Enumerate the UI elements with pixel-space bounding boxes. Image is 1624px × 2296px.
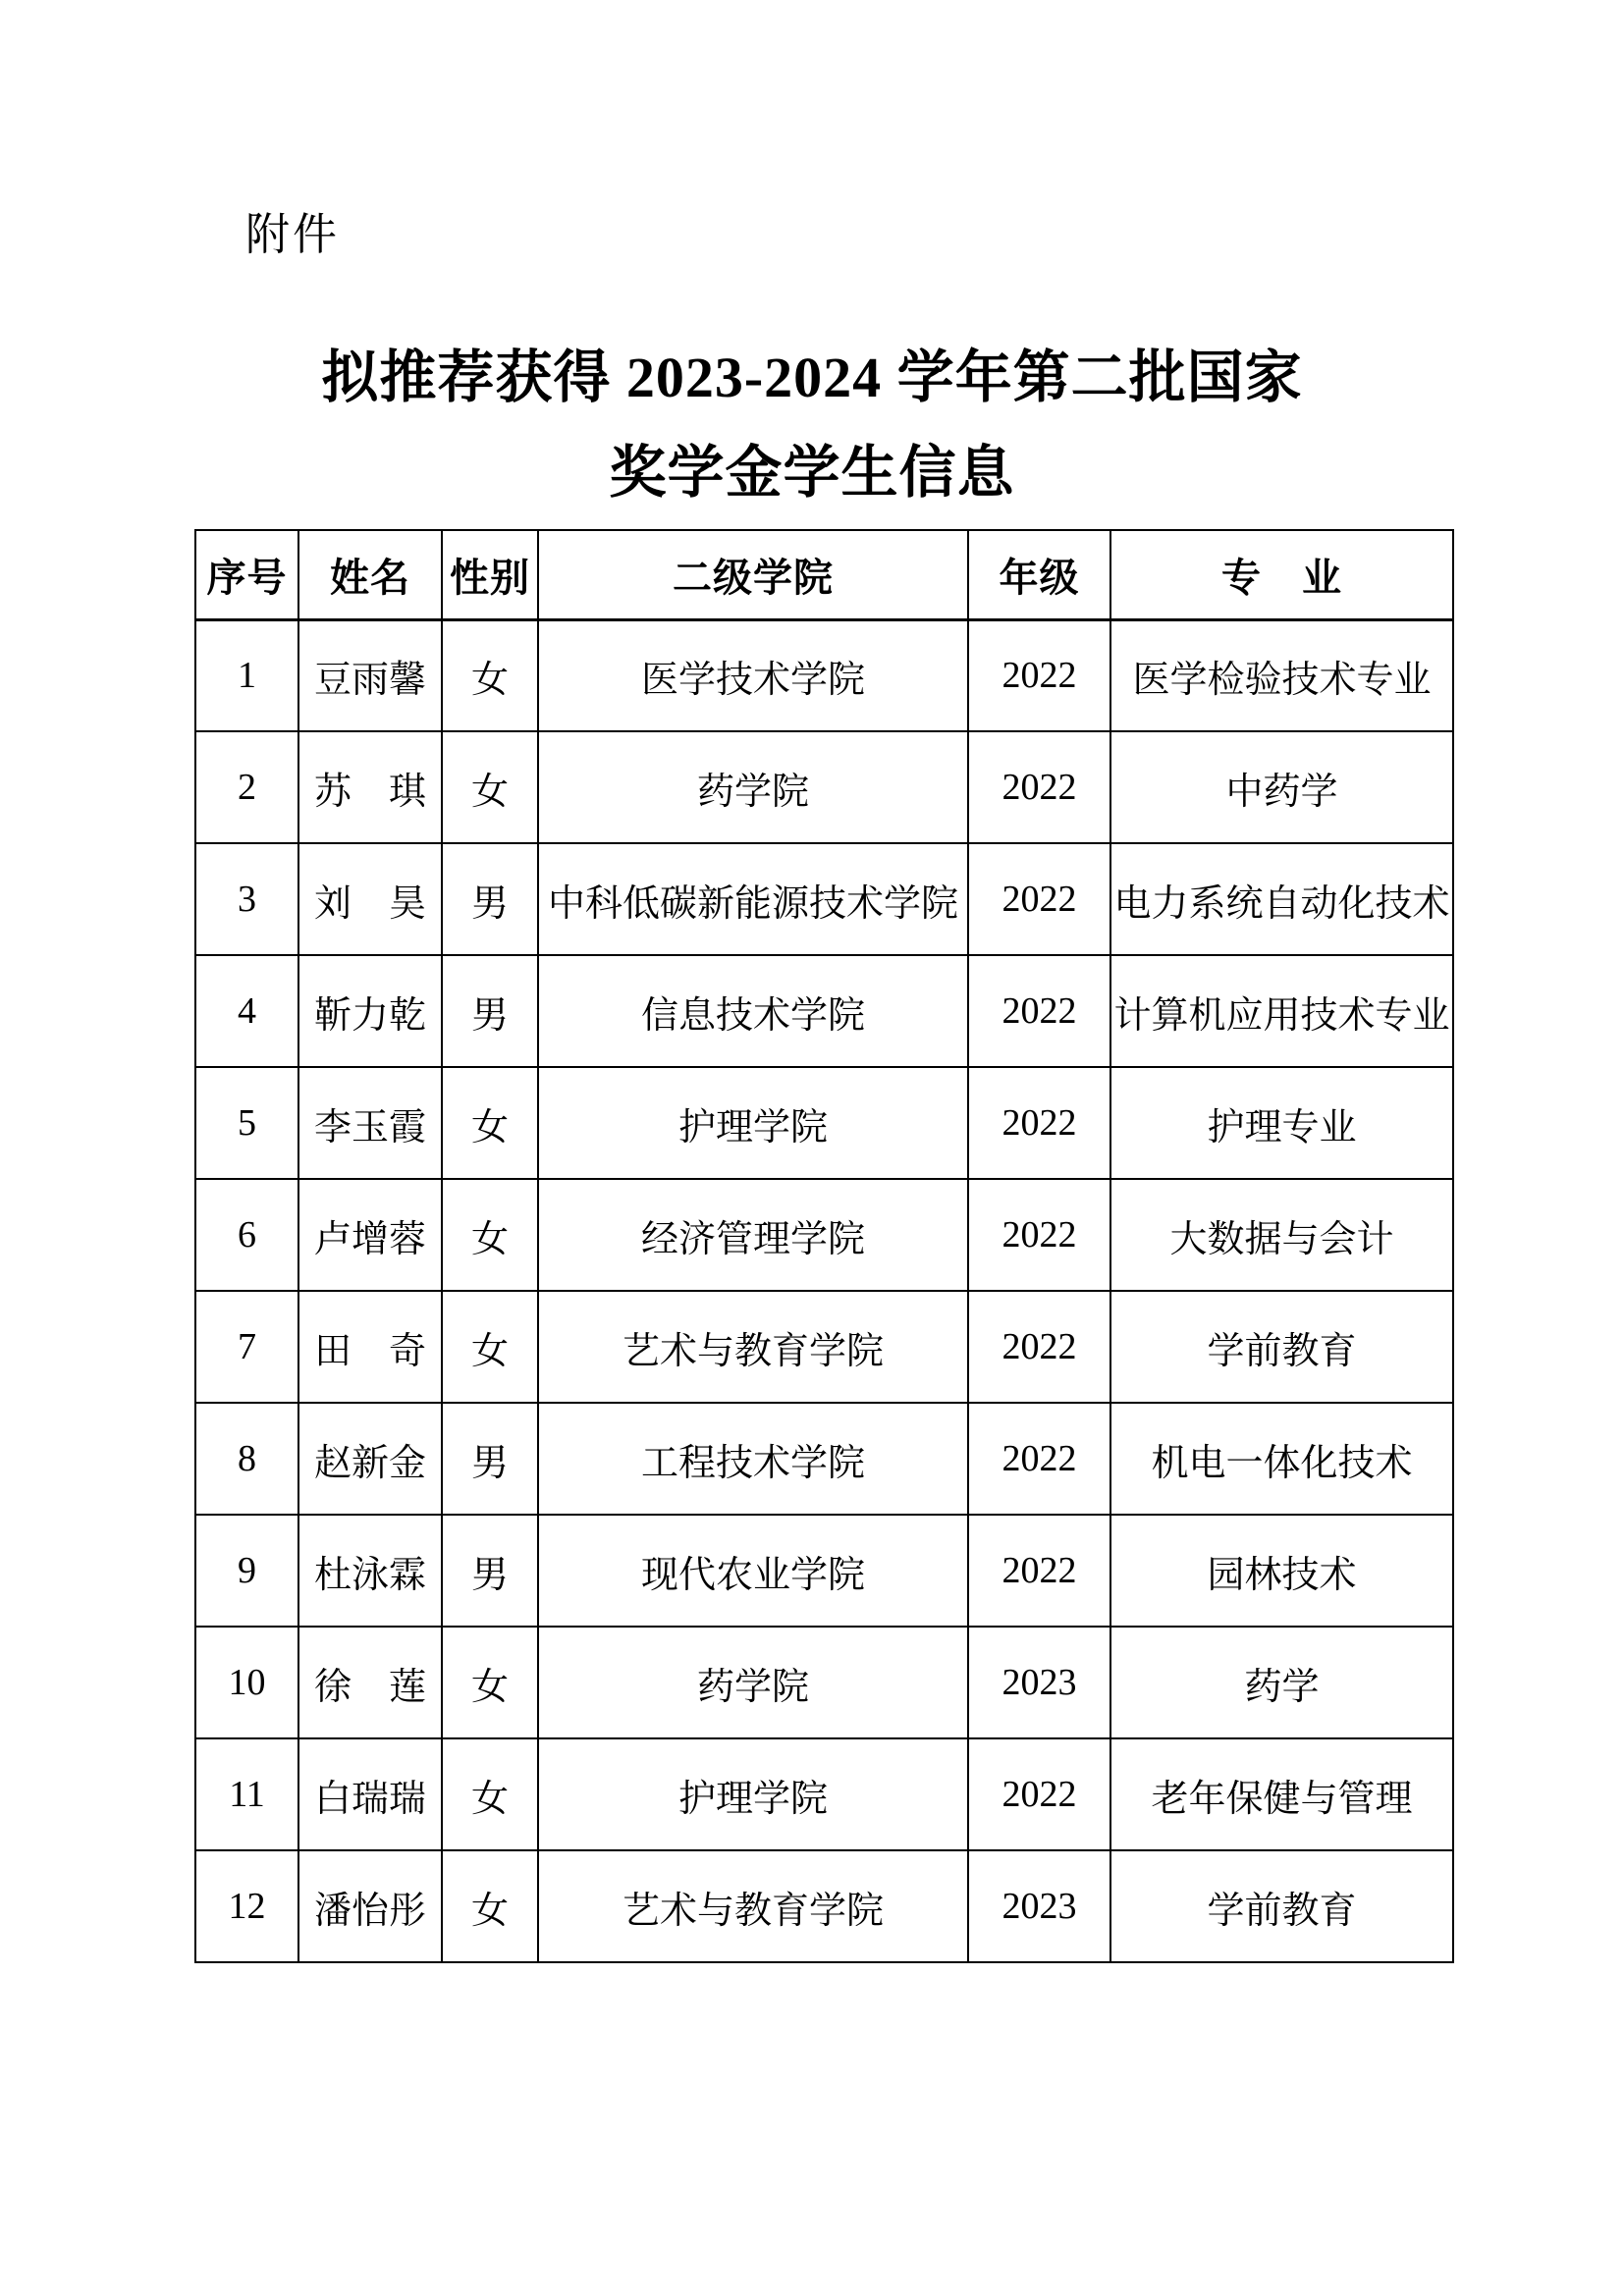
cell-index: 6 xyxy=(195,1179,298,1291)
cell-gender: 女 xyxy=(442,1067,538,1179)
cell-major: 药学 xyxy=(1110,1627,1453,1738)
cell-grade: 2022 xyxy=(968,619,1110,731)
cell-grade: 2022 xyxy=(968,731,1110,843)
header-row xyxy=(195,530,1453,619)
cell-college: 护理学院 xyxy=(538,1067,968,1179)
cell-gender: 男 xyxy=(442,955,538,1067)
cell-major: 医学检验技术专业 xyxy=(1110,619,1453,731)
cell-gender: 女 xyxy=(442,1291,538,1403)
cell-major: 电力系统自动化技术 xyxy=(1110,843,1453,955)
table-body xyxy=(195,619,1453,1962)
table-row xyxy=(195,1738,1453,1850)
students-table xyxy=(194,529,1454,1963)
cell-gender: 女 xyxy=(442,1738,538,1850)
cell-name: 刘 昊 xyxy=(298,843,442,955)
cell-name: 潘怡彤 xyxy=(298,1850,442,1962)
table-row xyxy=(195,619,1453,731)
cell-index: 1 xyxy=(195,619,298,731)
cell-grade: 2022 xyxy=(968,1179,1110,1291)
cell-college: 医学技术学院 xyxy=(538,619,968,731)
cell-grade: 2023 xyxy=(968,1627,1110,1738)
header-grade: 年级 xyxy=(968,530,1110,619)
cell-name: 白瑞瑞 xyxy=(298,1738,442,1850)
cell-index: 9 xyxy=(195,1515,298,1627)
cell-gender: 男 xyxy=(442,1515,538,1627)
header-name: 姓名 xyxy=(298,530,442,619)
title-line-1: 拟推荐获得 2023-2024 学年第二批国家 xyxy=(321,346,1303,409)
cell-major: 老年保健与管理 xyxy=(1110,1738,1453,1850)
table-row xyxy=(195,1850,1453,1962)
cell-college: 现代农业学院 xyxy=(538,1515,968,1627)
cell-name: 卢增蓉 xyxy=(298,1179,442,1291)
cell-major: 大数据与会计 xyxy=(1110,1179,1453,1291)
table-row xyxy=(195,1291,1453,1403)
table-header xyxy=(195,530,1453,619)
cell-name: 徐 莲 xyxy=(298,1627,442,1738)
cell-index: 7 xyxy=(195,1291,298,1403)
cell-name: 杜泳霖 xyxy=(298,1515,442,1627)
cell-major: 护理专业 xyxy=(1110,1067,1453,1179)
cell-gender: 女 xyxy=(442,619,538,731)
cell-index: 10 xyxy=(195,1627,298,1738)
cell-grade: 2022 xyxy=(968,1515,1110,1627)
cell-gender: 女 xyxy=(442,731,538,843)
header-index: 序号 xyxy=(195,530,298,619)
cell-college: 药学院 xyxy=(538,731,968,843)
table-row xyxy=(195,1627,1453,1738)
cell-name: 靳力乾 xyxy=(298,955,442,1067)
cell-major: 学前教育 xyxy=(1110,1850,1453,1962)
cell-grade: 2022 xyxy=(968,1067,1110,1179)
cell-college: 信息技术学院 xyxy=(538,955,968,1067)
table-row xyxy=(195,1515,1453,1627)
cell-index: 5 xyxy=(195,1067,298,1179)
cell-grade: 2022 xyxy=(968,1403,1110,1515)
table-row xyxy=(195,1067,1453,1179)
cell-college: 艺术与教育学院 xyxy=(538,1291,968,1403)
table-row xyxy=(195,731,1453,843)
cell-grade: 2023 xyxy=(968,1850,1110,1962)
attachment-label: 附件 xyxy=(245,209,341,259)
table-row xyxy=(195,955,1453,1067)
cell-index: 12 xyxy=(195,1850,298,1962)
cell-college: 经济管理学院 xyxy=(538,1179,968,1291)
cell-index: 3 xyxy=(195,843,298,955)
cell-index: 2 xyxy=(195,731,298,843)
table-row xyxy=(195,843,1453,955)
header-gender: 性别 xyxy=(442,530,538,619)
document-title xyxy=(0,330,1624,520)
cell-major: 机电一体化技术 xyxy=(1110,1403,1453,1515)
cell-grade: 2022 xyxy=(968,1738,1110,1850)
cell-major: 学前教育 xyxy=(1110,1291,1453,1403)
cell-major: 园林技术 xyxy=(1110,1515,1453,1627)
cell-name: 李玉霞 xyxy=(298,1067,442,1179)
cell-college: 护理学院 xyxy=(538,1738,968,1850)
cell-college: 中科低碳新能源技术学院 xyxy=(538,843,968,955)
cell-name: 豆雨馨 xyxy=(298,619,442,731)
cell-major: 计算机应用技术专业 xyxy=(1110,955,1453,1067)
table-row xyxy=(195,1403,1453,1515)
cell-gender: 男 xyxy=(442,843,538,955)
cell-name: 赵新金 xyxy=(298,1403,442,1515)
cell-grade: 2022 xyxy=(968,955,1110,1067)
cell-name: 苏 琪 xyxy=(298,731,442,843)
cell-index: 11 xyxy=(195,1738,298,1850)
cell-gender: 女 xyxy=(442,1850,538,1962)
cell-college: 艺术与教育学院 xyxy=(538,1850,968,1962)
cell-name: 田 奇 xyxy=(298,1291,442,1403)
cell-gender: 女 xyxy=(442,1179,538,1291)
cell-gender: 女 xyxy=(442,1627,538,1738)
cell-college: 药学院 xyxy=(538,1627,968,1738)
cell-college: 工程技术学院 xyxy=(538,1403,968,1515)
title-line-2: 奖学金学生信息 xyxy=(609,441,1015,505)
cell-index: 8 xyxy=(195,1403,298,1515)
cell-gender: 男 xyxy=(442,1403,538,1515)
cell-major: 中药学 xyxy=(1110,731,1453,843)
cell-grade: 2022 xyxy=(968,843,1110,955)
header-major: 专 业 xyxy=(1110,530,1453,619)
table-row xyxy=(195,1179,1453,1291)
cell-index: 4 xyxy=(195,955,298,1067)
header-college: 二级学院 xyxy=(538,530,968,619)
cell-grade: 2022 xyxy=(968,1291,1110,1403)
